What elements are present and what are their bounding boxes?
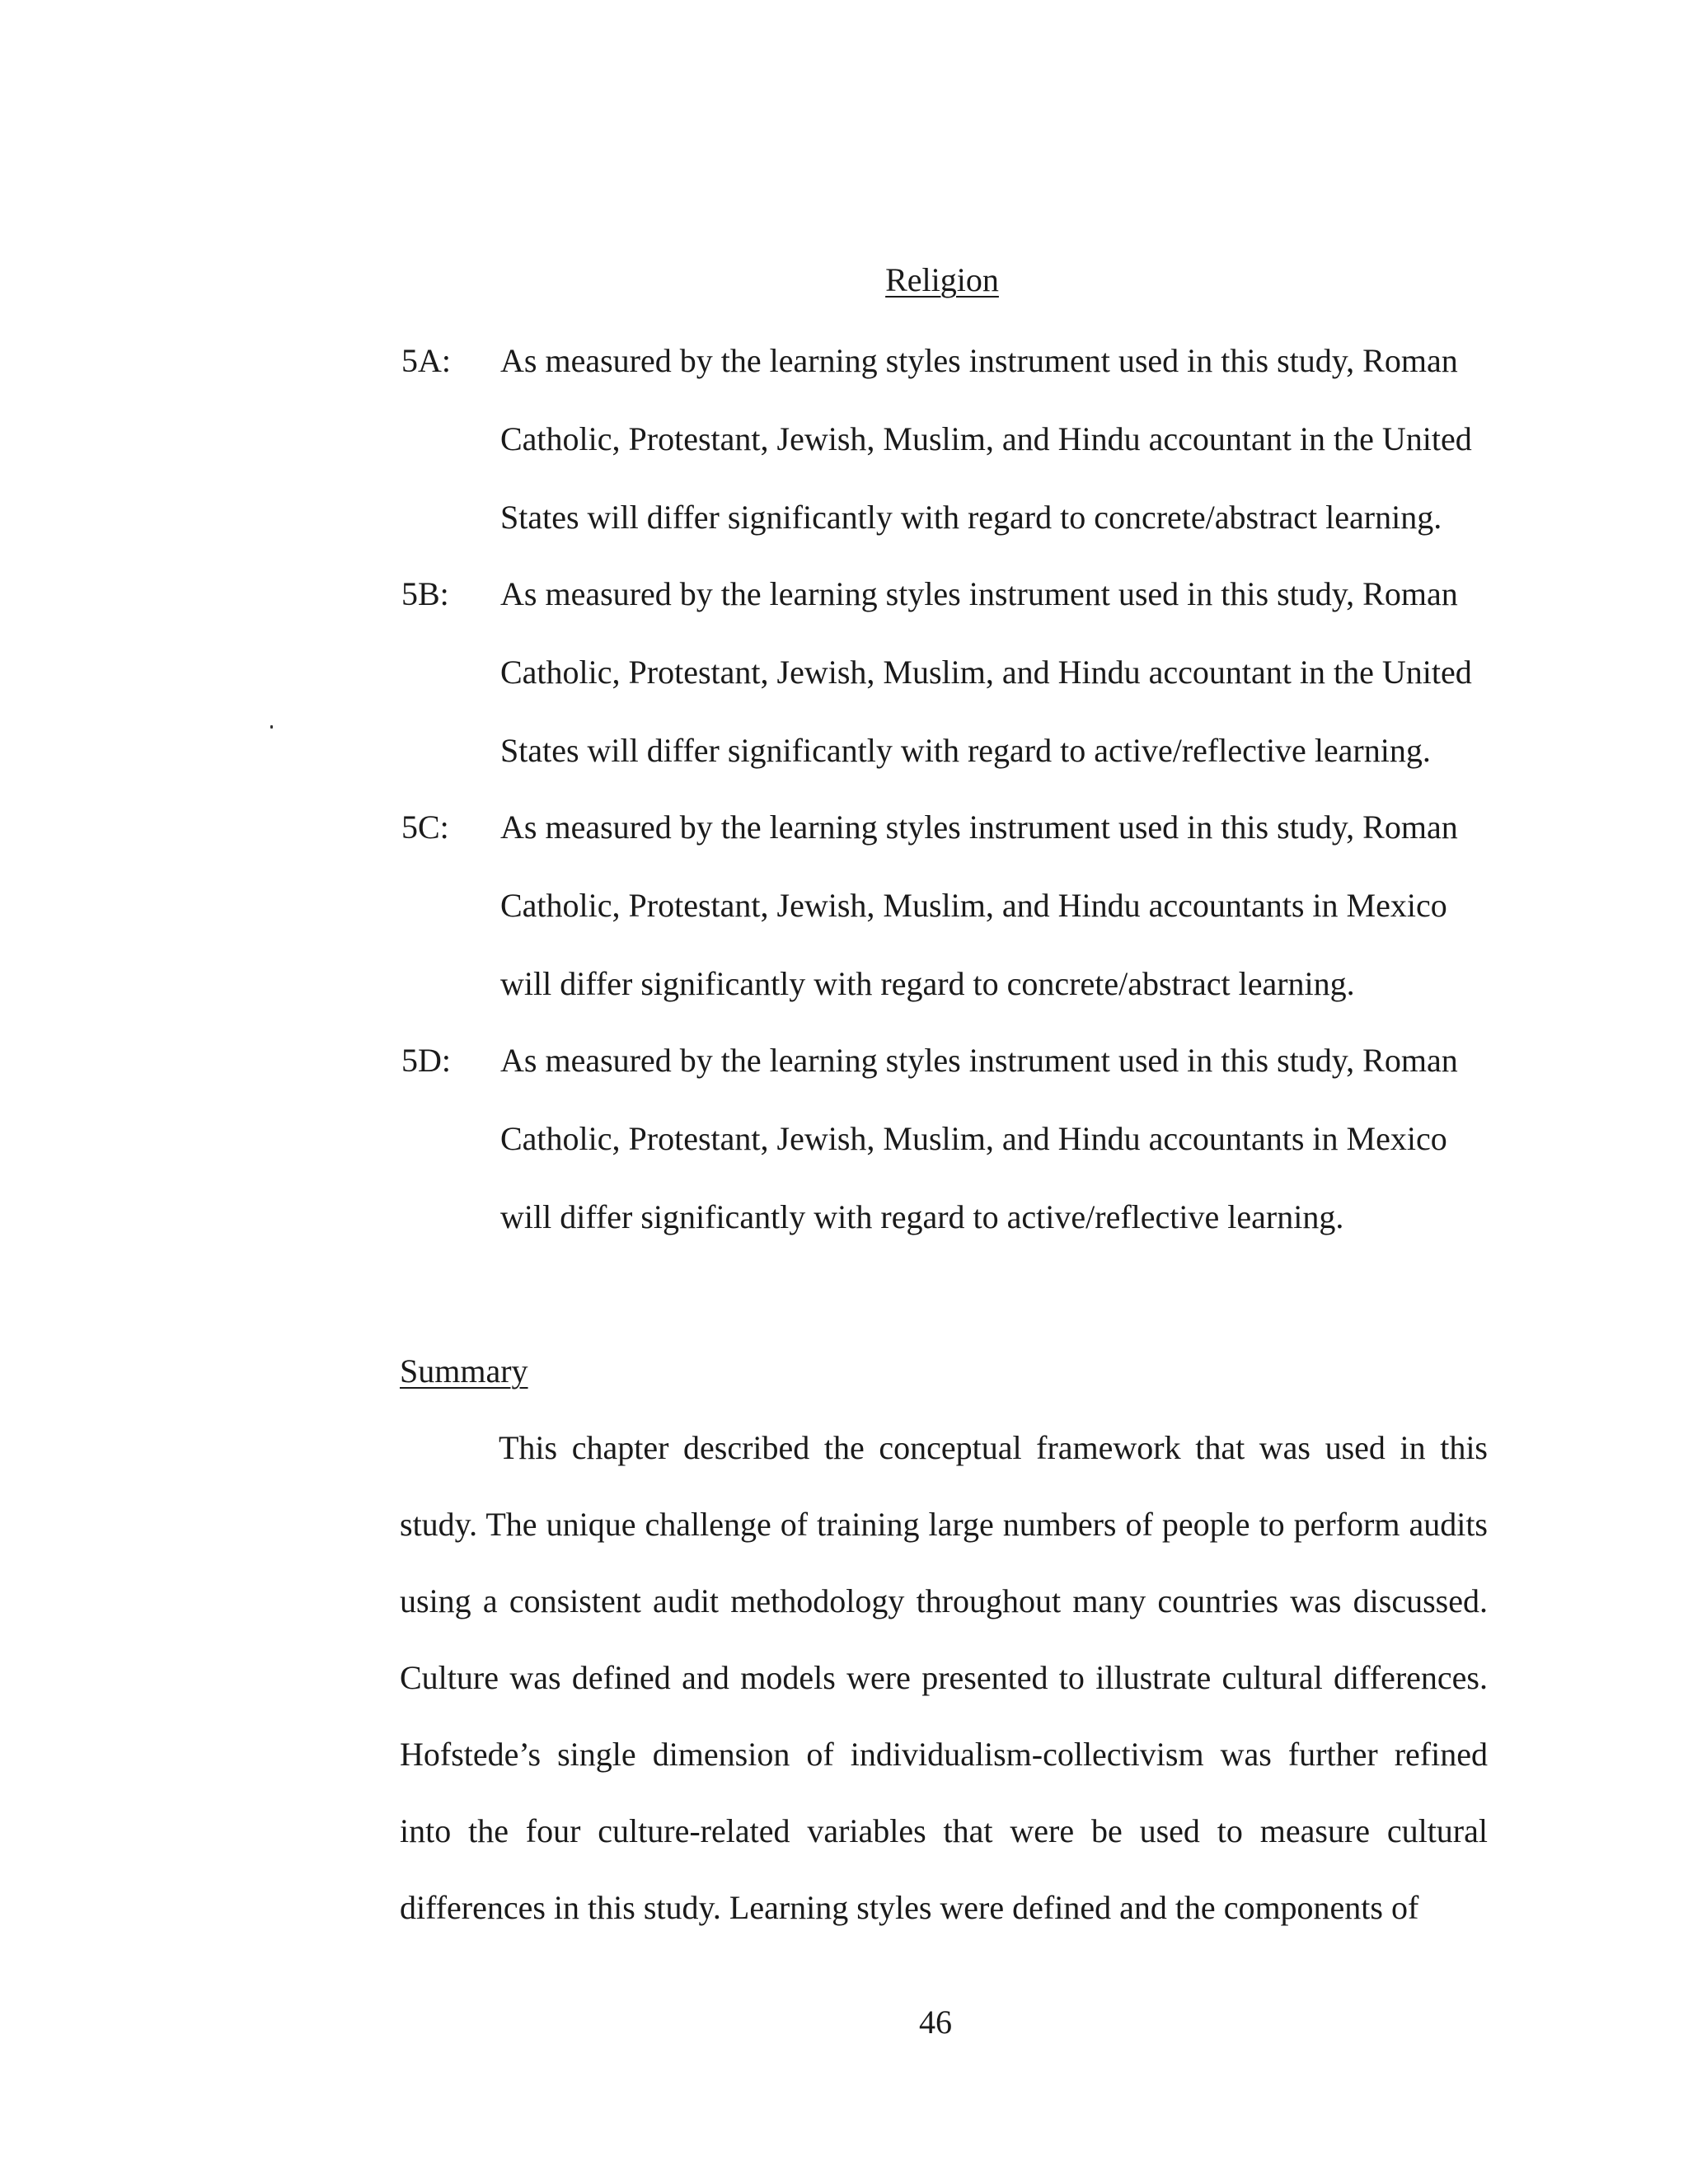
page-number: 46 xyxy=(919,2004,952,2041)
religion-heading: Religion xyxy=(885,261,999,298)
hypothesis-label: 5D: xyxy=(401,1042,451,1079)
summary-heading: Summary xyxy=(400,1352,528,1390)
hypothesis-text: As measured by the learning styles instrument used in this study, Roman Catholic, Protestant, Jewish, Muslim, and Hindu accountants in Mexico will differ significantly with regard to concrete/abstract learning. xyxy=(500,808,1458,1002)
summary-paragraph: This chapter described the conceptual framework that was used in this study. The unique challenge of training large numbers of people to perform audits using a consistent audit methodology throughout many countries was discussed. Culture was defined and models were presented to illustrate cultural differences. Hofstede’s single dimension of individualism-collectivism was further refined into the four culture-related variables that were be used to measure cultural differences in this study. Learning styles were defined and the components of xyxy=(400,1429,1488,1926)
hypothesis-text: As measured by the learning styles instrument used in this study, Roman Catholic, Protestant, Jewish, Muslim, and Hindu accountant in the United States will differ significantly with regard to active/reflective learning. xyxy=(500,575,1472,769)
hypothesis-text: As measured by the learning styles instrument used in this study, Roman Catholic, Protestant, Jewish, Muslim, and Hindu accountant in the United States will differ significantly with regard to concrete/abstract learning. xyxy=(500,342,1472,536)
hypothesis-label: 5A: xyxy=(401,342,451,379)
hypothesis-label: 5B: xyxy=(401,575,449,612)
hypothesis-label: 5C: xyxy=(401,808,449,846)
scan-speck xyxy=(270,725,273,729)
hypothesis-text: As measured by the learning styles instrument used in this study, Roman Catholic, Protestant, Jewish, Muslim, and Hindu accountants in Mexico will differ significantly with regard to active/reflective learning. xyxy=(500,1042,1458,1235)
